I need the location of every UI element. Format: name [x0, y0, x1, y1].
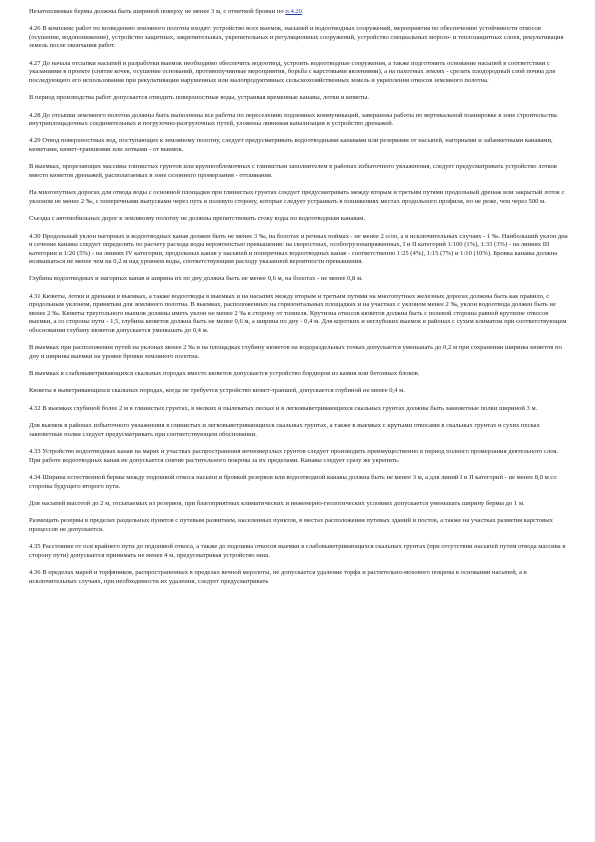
paragraph-tail: .: [301, 8, 304, 15]
paragraph: В выемках, прорезающих массивы глинистых грунтов или крупнообломочных с глинистым заполнителем в районах избыточного увлажнения, следует предусматривать устройство лотков вместо кюветов дренажей, располагаемых в зоне сезонного промерзания - оттаивания.: [29, 163, 557, 179]
paragraph: [29, 8, 570, 17]
paragraph: Кюветы в выветривающихся скальных породах, когда не требуется устройство кювет-траншей, допускается глубиной не менее 0,4 м.: [29, 387, 405, 395]
paragraph: Размещать резервы в пределах раздельных пунктов с путевым развитием, населенных пунктов, в местах расположения путевых зданий и постов, а также на участках развития карстовых процессов не допускается.: [29, 517, 553, 533]
paragraph: 4.31 Кюветы, лотки и дренажи в выемках, а также водоотводы в выемках и на насыпях между вторым и третьим путями на многопутных железных дорогах должны быть как правило, с продольным уклоном, принятым для земляного полотна. В выемках, расположенных на горизонтальных площадках и на участках с уклоном менее 2 ‰, уклон водоотвода должен быть не менее 2 ‰. Кюветы треугольного выемок должны иметь уклон не менее 2 ‰ в сторону от тоннеля. Крутизна откосов кюветов должна быть с полевой стороны равной крутизне откосов выемки, а со стороны пути - 1,5, глубина кюветов должна быть не менее 0,6 м, а ширина по дну - 0,4 м. Для коротких и неглубоких выемок в районах с сухим климатом при соответствующем обосновании глубину кюветов допускается уменьшать до 0,4 м.: [29, 292, 567, 334]
paragraph: 4.36 В пределах марей и торфяников, распространенных в пределах вечной мерзлоты, не допускается удаление торфа и растительно-мохового покрова в основании насыпей, а в исключительных случаях, при необходимости их удаления, следует предусматривать: [29, 569, 527, 585]
paragraph: Съезды с автомобильных дорог к земляному полотну не должны препятствовать стоку воды по водоотводным канавам.: [29, 215, 366, 223]
paragraph: 4.27 До начала отсыпки насыпей и разработки выемок необходимо обеспечить водоотвод, устроить водоотводные сооружения, а также подготовить основание насыпей в соответствии с указаниями в проекте (снятие кочек, осушение оснований, противопучинные мероприятия, борьба с карстовыми явлениями), а на пахотных землях - срезать плодородный слой почвы для последующего его использования при рекультивации нарушенных или малопродуктивных сельскохозяйственных земель и укрепления откосов земляного полотна.: [29, 59, 556, 84]
paragraph: 4.30 Продольный уклон нагорных и водоотводных канав должен быть не менее 3 ‰, на болотах и речных поймах - не менее 2 о/оо, а в исключительных случаях - 1 ‰. Наибольший уклон дна и сечение канавы следует определять по расчету расхода воды вероятностью превышения: на скоростных, особогрузонапряженных, I и II категорий 1:100 (1%), 1:33 (3%) - на линиях III категории и 1:20 (5%) - на линиях IV категории, продольных канав у насыпей и поперечных водоотводных канав - соответственно 1:25 (4%), 1:15 (7%) и 1:10 (10%). Бровка канавы должна возвышаться не менее чем на 0,2 м над уровнем воды, соответствующим расходу указанной вероятности превышения.: [29, 232, 568, 266]
paragraph: Для выемок в районах избыточного увлажнения в глинистых и легковыветривающихся скальных грунтах, а также в выемках с крутыми откосами в скальных грунтах и сухих песках закюветные полки следует предусматривать при соответствующем обосновании.: [29, 422, 540, 438]
paragraph: 4.32 В выемках глубиной более 2 м в глинистых грунтах, в мелких и пылеватых песках и в легковыветривающихся скальных грунтах должны быть закюветные полки шириной 3 м.: [29, 404, 538, 412]
paragraph: В выемках в слабовыветривающихся скальных породах вместо кюветов допускается устройство бордюров из камня или бетонных блоков.: [29, 370, 420, 378]
paragraph: 4.26 В комплекс работ по возведению земляного полотна входят: устройство всех выемок, насыпей и водоотводных сооружений, мероприятия по обеспечению устойчивости откосов (осушение, водопонижение), устройство защитных, закрепительных, укрепительных и регуляционных сооружений, устройство специальных морозо- и теплозащитных слоев, рекультивация земель после окончания работ.: [29, 25, 564, 50]
paragraph: 4.28 До отсыпки земляного полотна должны быть выполнены все работы по переселению подземных коммуникаций, завершены работы по вертикальной планировке в зоне строительства внутриплощадочных соединительных и погрузочно-разгрузочных путей, уложены ливневая канализация и устройство дренажей.: [29, 111, 557, 128]
paragraph: 4.29 Отвод поверхностных вод, поступающих к земляному полотну, следует предусматривать водоотводными канавами или резервами от насыпей, нагорными и забанкетными канавами, кюветами, кювет-траншеями или лотками - от выемок.: [29, 137, 553, 153]
paragraph: 4.35 Расстояние от оси крайнего пути до подошвой откоса, а также до подошвы откосов выемки в слабовыветривающихся скальных грунтах (при отсутствии насыпей путем отвода массива в сторону пути) допускается принимать не менее 4 м, предусматривая устройство ниш.: [29, 543, 566, 559]
paragraph-text: Незатопляемые бермы должны быть шириной поверху не менее 3 м, с отметкой бровки по: [29, 8, 286, 15]
paragraph: На многопутных дорогах для отвода воды с основной площадки при глинистых грунтах следует предусматривать между вторым и третьим путями продольный дренаж или закрытый лоток с уклоном не менее 2 ‰, с поперечными выпусками через путь в полевую сторону, которые следует устраивать в понижениях местах продольного профиля, но не реже, чем через 500 м.: [29, 189, 565, 205]
clause-link[interactable]: п.4.20: [285, 8, 302, 15]
paragraph: 4.33 Устройство водоотводных канав на марях и участках распространения вечномерзлых грунтов следует производить преимущественно в период полного промерзания деятельного слоя. При работе водоотводных канав не допускается снятие растительного покрова за их пределами. Канавы следует сразу же укрепить.: [29, 448, 559, 464]
paragraph: Глубина водоотводных и нагорных канав и ширина их по дну должна быть не менее 0,6 м, на болотах - не менее 0,8 м.: [29, 275, 363, 283]
paragraph: В период производства работ допускается отводить поверхностные воды, устраивая временные канавы, лотки и кюветы.: [29, 94, 370, 102]
paragraph: 4.34 Ширина естественной бермы между подошвой откоса насыпи и бровкой резервов или водоотводной канавы должна быть не менее 3 м, а для линий I и II категорий - не менее 8,0 м со стороны будущего второго пути.: [29, 474, 557, 490]
paragraph: Для насыпей высотой до 2 м, отсыпаемых из резервов, при благоприятных климатических и инженерно-геологических условиях допускается уменьшать ширину бермы до 1 м.: [29, 499, 525, 507]
paragraph: В выемках при расположении путей на уклонах менее 2 ‰ и на площадках глубину кюветов на водораздельных точках допускается уменьшать до 0,2 м при сохранении ширины кюветов по дну и ширины выемки на уровне бровки земляного полотна.: [29, 344, 562, 360]
